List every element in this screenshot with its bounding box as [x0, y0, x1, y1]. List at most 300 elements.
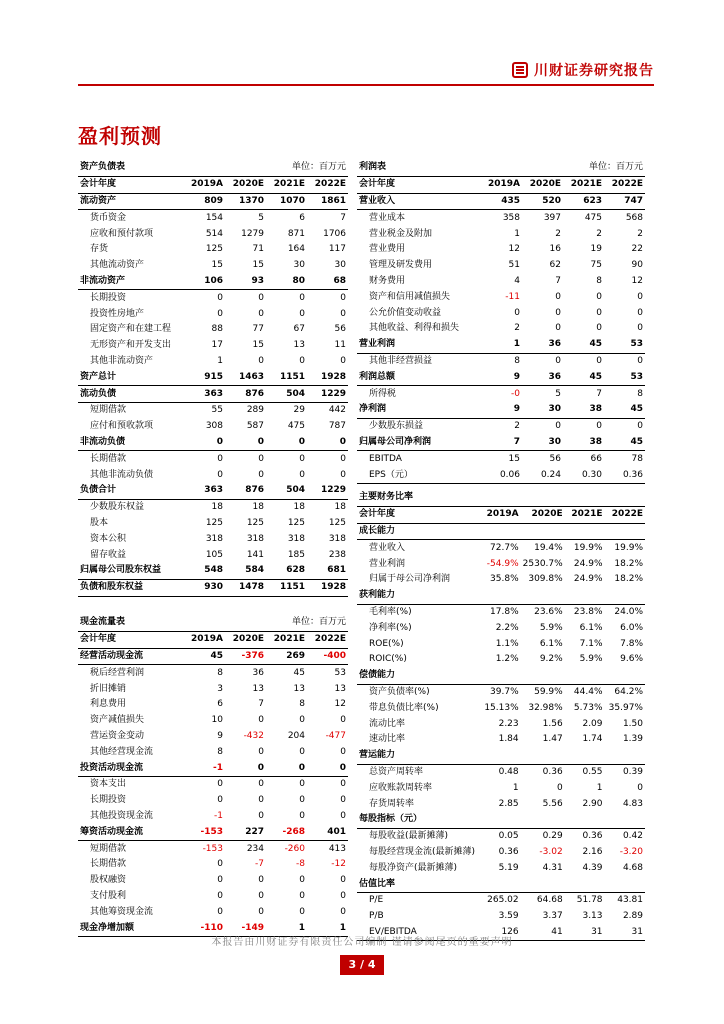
- row-label: ROIC(%): [369, 654, 407, 665]
- cell-value: 0: [225, 760, 266, 776]
- cell-value: -110: [184, 920, 225, 936]
- cell-value: 8: [596, 275, 602, 286]
- cell-value: 0.36: [542, 766, 563, 777]
- cell-value: 0.36: [498, 846, 519, 857]
- cell-value: 1: [512, 782, 519, 793]
- cell-value: 2: [514, 421, 520, 432]
- cell-value: 0: [258, 779, 264, 790]
- unit-label: 单位：百万元: [481, 160, 645, 176]
- row-label: 负债合计: [78, 483, 184, 499]
- cell-value: 2.90: [582, 798, 603, 809]
- table-row: [78, 258, 348, 274]
- cell-value: 234: [246, 843, 264, 854]
- year-header: 2020E: [225, 176, 266, 193]
- cell-value: 413: [328, 843, 346, 854]
- row-label: 每股经营现金流(最新摊薄): [369, 846, 476, 857]
- cell-value: 1706: [323, 228, 346, 239]
- cell-value: 36: [252, 667, 264, 678]
- cell-value: 45: [184, 648, 225, 665]
- row-label: 现金净增加额: [78, 920, 184, 936]
- cell-value: 548: [184, 563, 225, 579]
- cell-value: 1: [266, 920, 307, 936]
- row-label: 经营活动现金流: [78, 648, 184, 665]
- cell-value: 0: [596, 307, 602, 318]
- table-row: [78, 857, 348, 873]
- cell-value: -477: [325, 730, 346, 741]
- row-label: 资产总计: [78, 369, 184, 385]
- cell-value: 1463: [225, 369, 266, 385]
- cell-value: 19.9%: [573, 542, 603, 553]
- cell-value: 53: [334, 667, 346, 678]
- cell-value: 0: [637, 291, 643, 302]
- cell-value: 514: [205, 228, 223, 239]
- cell-value: 126: [480, 925, 520, 941]
- cell-value: 6.1%: [579, 622, 603, 633]
- cell-value: -7: [255, 859, 264, 870]
- cell-value: 0: [258, 746, 264, 757]
- cell-value: 1.47: [542, 734, 563, 745]
- cell-value: 30: [293, 260, 305, 271]
- table-row: [78, 841, 348, 857]
- cell-value: 0: [258, 890, 264, 901]
- row-label: EV/EBITDA: [357, 925, 480, 941]
- cell-value: 17: [211, 340, 223, 351]
- year-header: 2022E: [605, 506, 645, 523]
- table-row: [357, 435, 645, 451]
- cell-value: 13: [293, 683, 305, 694]
- cell-value: [480, 523, 520, 540]
- row-label: 折旧摊销: [90, 683, 127, 694]
- year-header: 2019A: [481, 176, 522, 193]
- cell-value: 44.4%: [573, 686, 603, 697]
- cell-value: 0: [555, 307, 561, 318]
- cell-value: 0: [217, 308, 223, 319]
- row-label: 营业税金及附加: [369, 228, 433, 239]
- table-row: [357, 812, 645, 828]
- cell-value: 3.13: [582, 911, 603, 922]
- cell-value: 7: [340, 212, 346, 223]
- row-label: 无形资产和开发支出: [90, 340, 172, 351]
- row-label: 利润总额: [357, 369, 481, 385]
- brand-name: 川财证券研究报告: [534, 63, 654, 79]
- cell-value: 308: [205, 421, 223, 432]
- table-row: [357, 700, 645, 716]
- cell-value: 0: [258, 875, 264, 886]
- cell-value: -153: [184, 824, 225, 840]
- cell-value: -376: [225, 648, 266, 665]
- row-label: 营业收入: [369, 542, 406, 553]
- cell-value: [565, 748, 605, 764]
- table-row: [78, 451, 348, 467]
- footer-disclaimer: 本报告由川财证券有限责任公司编制 谨请参阅尾页的重要声明: [211, 937, 513, 948]
- row-label: ROE(%): [369, 638, 404, 649]
- cell-value: 1151: [266, 369, 307, 385]
- cell-value: 36: [522, 337, 563, 353]
- cell-value: 2.2%: [495, 622, 519, 633]
- cell-value: 16: [549, 244, 561, 255]
- cell-value: 8: [637, 388, 643, 399]
- table-row: [78, 210, 348, 226]
- cell-value: 0: [555, 421, 561, 432]
- cell-value: 88: [211, 324, 223, 335]
- row-label: 资本支出: [90, 779, 127, 790]
- cell-value: 7: [258, 699, 264, 710]
- cell-value: 1370: [225, 193, 266, 210]
- cell-value: 358: [502, 212, 520, 223]
- table-row: [78, 697, 348, 713]
- cell-value: [480, 876, 520, 892]
- row-label: 投资活动现金流: [78, 760, 184, 776]
- table-row: [357, 604, 645, 620]
- cell-value: 0: [258, 308, 264, 319]
- cell-value: 289: [246, 405, 264, 416]
- cell-value: [521, 812, 565, 828]
- row-label: 资产减值损失: [90, 715, 145, 726]
- table-row: [78, 516, 348, 532]
- cell-value: 1: [481, 337, 522, 353]
- cell-value: 2: [596, 228, 602, 239]
- cell-value: 66: [590, 453, 602, 464]
- cell-value: 5: [555, 388, 561, 399]
- row-label: 营运资金变动: [90, 730, 145, 741]
- cell-value: 35.8%: [490, 574, 519, 585]
- row-label: 每股净资产(最新摊薄): [369, 862, 458, 873]
- cell-value: 7: [596, 388, 602, 399]
- unit-label: 单位：百万元: [184, 160, 348, 176]
- row-label: 负债和股东权益: [78, 579, 184, 596]
- cell-value: 0: [258, 453, 264, 464]
- cell-value: 628: [266, 563, 307, 579]
- cell-value: -1: [184, 760, 225, 776]
- table-row: [357, 353, 645, 369]
- table-row: [78, 648, 348, 665]
- cell-value: 504: [266, 483, 307, 499]
- cell-value: [480, 588, 520, 604]
- cell-value: 9.6%: [620, 654, 643, 665]
- table-row: [78, 547, 348, 563]
- table-row: [78, 793, 348, 809]
- cell-value: 72.7%: [490, 542, 519, 553]
- cell-value: 71: [252, 244, 264, 255]
- cell-value: 0: [340, 779, 346, 790]
- cell-value: [521, 523, 565, 540]
- cell-value: 2530.7%: [522, 558, 563, 569]
- cell-value: [605, 748, 645, 764]
- cell-value: 43.81: [617, 895, 643, 906]
- cell-value: 363: [184, 386, 225, 403]
- cell-value: 0: [299, 906, 305, 917]
- cell-value: 77: [252, 324, 264, 335]
- cell-value: -3.02: [539, 846, 563, 857]
- row-label: 其他收益、利得和损失: [369, 323, 460, 334]
- cell-value: 0: [184, 435, 225, 451]
- cell-value: 30: [522, 402, 563, 418]
- cell-value: 0: [217, 875, 223, 886]
- cell-value: [565, 876, 605, 892]
- cell-value: 397: [543, 212, 561, 223]
- cell-value: 0: [596, 291, 602, 302]
- table-row: [78, 729, 348, 745]
- cell-value: [605, 523, 645, 540]
- row-label: 归属母公司净利润: [357, 435, 481, 451]
- year-header: 2022E: [307, 631, 348, 648]
- col-label: 会计年度: [78, 631, 184, 648]
- table-row: [78, 904, 348, 920]
- cell-value: 0: [258, 810, 264, 821]
- cell-value: 0: [340, 906, 346, 917]
- cell-value: 0: [258, 906, 264, 917]
- cash-flow-table: [78, 615, 348, 937]
- cell-value: -153: [202, 843, 223, 854]
- cell-value: 0.24: [522, 467, 563, 483]
- table-row: [357, 620, 645, 636]
- cell-value: 0: [340, 453, 346, 464]
- cell-value: 23.6%: [534, 606, 563, 617]
- cell-value: 0: [299, 715, 305, 726]
- cell-value: 1.50: [622, 718, 643, 729]
- table-row: [78, 665, 348, 681]
- row-label: 估值比率: [357, 876, 480, 892]
- cell-value: 0: [266, 435, 307, 451]
- cell-value: 2.89: [622, 911, 643, 922]
- year-header: 2021E: [565, 506, 605, 523]
- cell-value: 4.31: [542, 862, 563, 873]
- row-label: 应付和预收款项: [90, 421, 154, 432]
- cell-value: 30: [334, 260, 346, 271]
- cell-value: 520: [522, 193, 563, 210]
- cell-value: 6: [299, 212, 305, 223]
- cell-value: 2.16: [582, 846, 603, 857]
- row-label: 其他投资现金流: [90, 810, 154, 821]
- cell-value: 1.39: [622, 734, 643, 745]
- cell-value: 24.9%: [573, 558, 603, 569]
- table-title: 利润表: [357, 160, 481, 176]
- cell-value: 106: [184, 274, 225, 290]
- table-row: [357, 402, 645, 418]
- row-label: 管理及研发费用: [369, 260, 433, 271]
- cell-value: [480, 748, 520, 764]
- cell-value: 18: [293, 502, 305, 513]
- cell-value: 0: [299, 308, 305, 319]
- row-label: 其他非流动负债: [90, 469, 154, 480]
- cell-value: 0: [299, 469, 305, 480]
- page-number: 3 / 4: [340, 955, 384, 975]
- cell-value: 67: [293, 324, 305, 335]
- cell-value: 45: [563, 369, 604, 385]
- year-header: 2019A: [480, 506, 520, 523]
- table-row: [357, 305, 645, 321]
- cell-value: 1.2%: [495, 654, 519, 665]
- table-row: [357, 892, 645, 908]
- row-label: 长期借款: [90, 453, 127, 464]
- cell-value: 125: [287, 517, 305, 528]
- cell-value: 9: [481, 402, 522, 418]
- cell-value: 0: [555, 291, 561, 302]
- table-row: [357, 780, 645, 796]
- cell-value: 0: [637, 355, 643, 366]
- cell-value: [605, 812, 645, 828]
- cell-value: 681: [307, 563, 348, 579]
- cell-value: 32.98%: [528, 702, 563, 713]
- cell-value: 0: [217, 859, 223, 870]
- cell-value: 0: [258, 469, 264, 480]
- table-title: 现金流量表: [78, 615, 184, 631]
- cell-value: 0: [340, 715, 346, 726]
- cell-value: 2: [555, 228, 561, 239]
- table-row: [357, 636, 645, 652]
- cell-value: 0: [299, 355, 305, 366]
- cell-value: 15.13%: [484, 702, 519, 713]
- table-row: [78, 873, 348, 889]
- cell-value: -12: [331, 859, 346, 870]
- cell-value: 435: [481, 193, 522, 210]
- cell-value: 1: [514, 228, 520, 239]
- cell-value: 0.36: [582, 831, 603, 842]
- table-row: [78, 242, 348, 258]
- cell-value: 15: [508, 453, 520, 464]
- cell-value: 7.8%: [620, 638, 643, 649]
- table-row: [357, 540, 645, 556]
- cell-value: 24.0%: [614, 606, 643, 617]
- cell-value: 227: [225, 824, 266, 840]
- cell-value: 0: [299, 779, 305, 790]
- cell-value: 13: [252, 683, 264, 694]
- cell-value: 0.55: [582, 766, 603, 777]
- row-label: 应收账款周转率: [369, 782, 433, 793]
- cell-value: 31: [565, 925, 605, 941]
- row-label: 总资产周转率: [369, 766, 424, 777]
- cell-value: -432: [243, 730, 264, 741]
- cell-value: 6.1%: [539, 638, 563, 649]
- row-label: 长期借款: [90, 859, 127, 870]
- table-row: [357, 572, 645, 588]
- cell-value: 1.56: [542, 718, 563, 729]
- cell-value: 11: [334, 340, 346, 351]
- cell-value: 2.23: [498, 718, 519, 729]
- cell-value: 0.05: [498, 831, 519, 842]
- cell-value: 4.83: [622, 798, 643, 809]
- cell-value: 1151: [266, 579, 307, 596]
- cell-value: 5.56: [542, 798, 563, 809]
- cell-value: 0: [514, 307, 520, 318]
- cell-value: [480, 812, 520, 828]
- cell-value: 12: [508, 244, 520, 255]
- row-label: 短期借款: [90, 405, 127, 416]
- table-row: [357, 588, 645, 604]
- row-label: 速动比率: [369, 734, 406, 745]
- row-label: 流动资产: [78, 193, 184, 210]
- cell-value: [565, 588, 605, 604]
- row-label: 少数股东损益: [369, 421, 424, 432]
- cell-value: 6: [217, 699, 223, 710]
- table-row: [357, 337, 645, 353]
- cell-value: 31: [605, 925, 645, 941]
- table-row: [78, 744, 348, 760]
- table-row: [78, 274, 348, 290]
- row-label: 归属母公司股东权益: [78, 563, 184, 579]
- cell-value: 39.7%: [490, 686, 519, 697]
- table-row: [357, 796, 645, 812]
- row-label: 货币资金: [90, 212, 127, 223]
- cell-value: 0: [637, 421, 643, 432]
- table-row: [78, 402, 348, 418]
- cell-value: 265.02: [487, 895, 519, 906]
- table-row: [357, 748, 645, 764]
- cell-value: 0: [299, 746, 305, 757]
- table-row: [357, 226, 645, 242]
- cell-value: -260: [284, 843, 305, 854]
- cell-value: [605, 876, 645, 892]
- cell-value: 30: [522, 435, 563, 451]
- year-header: 2021E: [266, 176, 307, 193]
- cell-value: 53: [604, 337, 645, 353]
- year-header: 2019A: [184, 176, 225, 193]
- cell-value: 0.36: [604, 467, 645, 483]
- cell-value: 504: [266, 386, 307, 403]
- year-header: 2020E: [522, 176, 563, 193]
- cell-value: 0.48: [498, 766, 519, 777]
- row-label: 资产和信用减值损失: [369, 291, 451, 302]
- row-label: 毛利率(%): [369, 606, 412, 617]
- row-label: 获利能力: [357, 588, 480, 604]
- table-row: [357, 451, 645, 467]
- cell-value: 2.09: [582, 718, 603, 729]
- cell-value: 309.8%: [528, 574, 563, 585]
- cell-value: 0: [266, 760, 307, 776]
- table-row: [78, 226, 348, 242]
- cell-value: 7: [555, 275, 561, 286]
- cell-value: 0.42: [622, 831, 643, 842]
- year-header: 2020E: [521, 506, 565, 523]
- cell-value: 318: [328, 533, 346, 544]
- table-row: [357, 193, 645, 210]
- cell-value: [521, 748, 565, 764]
- cell-value: 0: [258, 292, 264, 303]
- cell-value: 0: [637, 782, 643, 793]
- table-row: [357, 668, 645, 684]
- cell-value: [521, 588, 565, 604]
- cell-value: 204: [287, 730, 305, 741]
- table-title: 资产负债表: [78, 160, 184, 176]
- table-row: [78, 386, 348, 403]
- cell-value: 475: [584, 212, 602, 223]
- row-label: 利息费用: [90, 699, 127, 710]
- cell-value: 0: [637, 323, 643, 334]
- cell-value: 68: [307, 274, 348, 290]
- table-row: [357, 732, 645, 748]
- cell-value: 15: [252, 340, 264, 351]
- cell-value: [521, 876, 565, 892]
- cell-value: 38: [563, 435, 604, 451]
- row-label: 存货周转率: [369, 798, 415, 809]
- row-label: 其他流动资产: [90, 260, 145, 271]
- cell-value: 4.39: [582, 862, 603, 873]
- cell-value: -268: [266, 824, 307, 840]
- cell-value: 0: [217, 292, 223, 303]
- cell-value: 1229: [307, 483, 348, 499]
- table-row: [78, 322, 348, 338]
- table-row: [357, 418, 645, 434]
- table-row: [78, 435, 348, 451]
- cell-value: 53: [604, 369, 645, 385]
- cell-value: 141: [246, 549, 264, 560]
- table-row: [78, 579, 348, 596]
- row-label: 非流动负债: [78, 435, 184, 451]
- cell-value: 0: [258, 715, 264, 726]
- cell-value: -1: [214, 810, 223, 821]
- table-row: [78, 889, 348, 905]
- year-header: 2019A: [184, 631, 225, 648]
